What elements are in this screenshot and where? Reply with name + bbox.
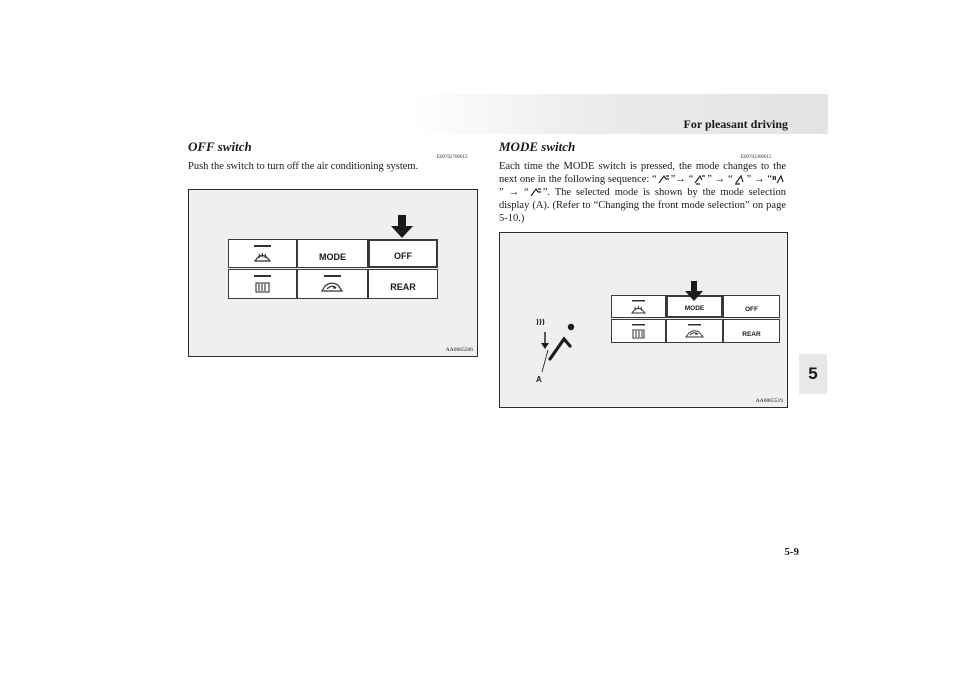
- chapter-tab: 5: [799, 354, 827, 394]
- recirculation-button-small: [666, 319, 723, 343]
- mode-switch-body: [499, 160, 786, 225]
- mode-button-small: MODE: [666, 295, 723, 318]
- mode-selection-display: [537, 319, 574, 372]
- mode-body-s1: ”→ “: [670, 174, 694, 185]
- face-mode-icon: [657, 173, 671, 185]
- mode-switch-code: E00703300015: [741, 155, 772, 160]
- off-switch-figure: [188, 189, 478, 357]
- defroster-button-small: [611, 295, 666, 318]
- callout-a: A: [536, 375, 542, 384]
- recirculation-icon: [322, 283, 342, 291]
- mode-body-s4: ” → “: [499, 187, 529, 198]
- defroster-button: [228, 239, 297, 268]
- mode-figure-code: AA0065519: [755, 398, 783, 404]
- off-button-small: OFF: [723, 295, 780, 318]
- face-mode-icon-return: [529, 186, 543, 198]
- rear-defogger-icon: [256, 283, 269, 292]
- page-number: 5-9: [784, 546, 799, 558]
- rear-defogger-icon: [633, 330, 644, 338]
- mode-button: MODE: [297, 239, 368, 268]
- recirculation-icon: [686, 331, 703, 337]
- off-switch-body: Push the switch to turn off the air conditioning system.: [188, 161, 419, 172]
- mode-body-s3: ” → “: [746, 174, 773, 185]
- mode-switch-figure: [499, 232, 788, 408]
- mode-body-part2: ”. The selected mode is shown by the mode selection display (A). (Refer to “Changing the front mode selection” on page 5-10.): [499, 187, 786, 224]
- off-switch-code: E00702700012: [437, 155, 468, 160]
- section-title: For pleasant driving: [683, 117, 788, 131]
- foot-mode-icon: [733, 173, 747, 185]
- recirculation-button: [297, 269, 368, 299]
- off-button: OFF: [368, 239, 438, 268]
- rear-defogger-button: [228, 269, 297, 299]
- air-flow-mode-icon: [537, 319, 574, 359]
- mode-switch-heading: MODE switch: [499, 139, 576, 154]
- off-figure-code: AA0065506: [445, 347, 473, 353]
- mode-body-s2: ” → “: [707, 174, 733, 185]
- defroster-icon: [255, 253, 270, 261]
- mode-body-part1: Each time the MODE switch is pressed, the mode changes to the next one in the following sequence: “: [499, 161, 786, 185]
- press-arrow-icon: [391, 215, 413, 238]
- rear-button-small: REAR: [723, 319, 780, 343]
- rear-defogger-button-small: [611, 319, 666, 343]
- off-switch-heading: OFF switch: [188, 139, 252, 154]
- rear-button: REAR: [368, 269, 438, 299]
- bi-level-mode-icon: [693, 173, 707, 185]
- defroster-icon: [632, 306, 645, 313]
- foot-defroster-mode-icon: [772, 173, 786, 185]
